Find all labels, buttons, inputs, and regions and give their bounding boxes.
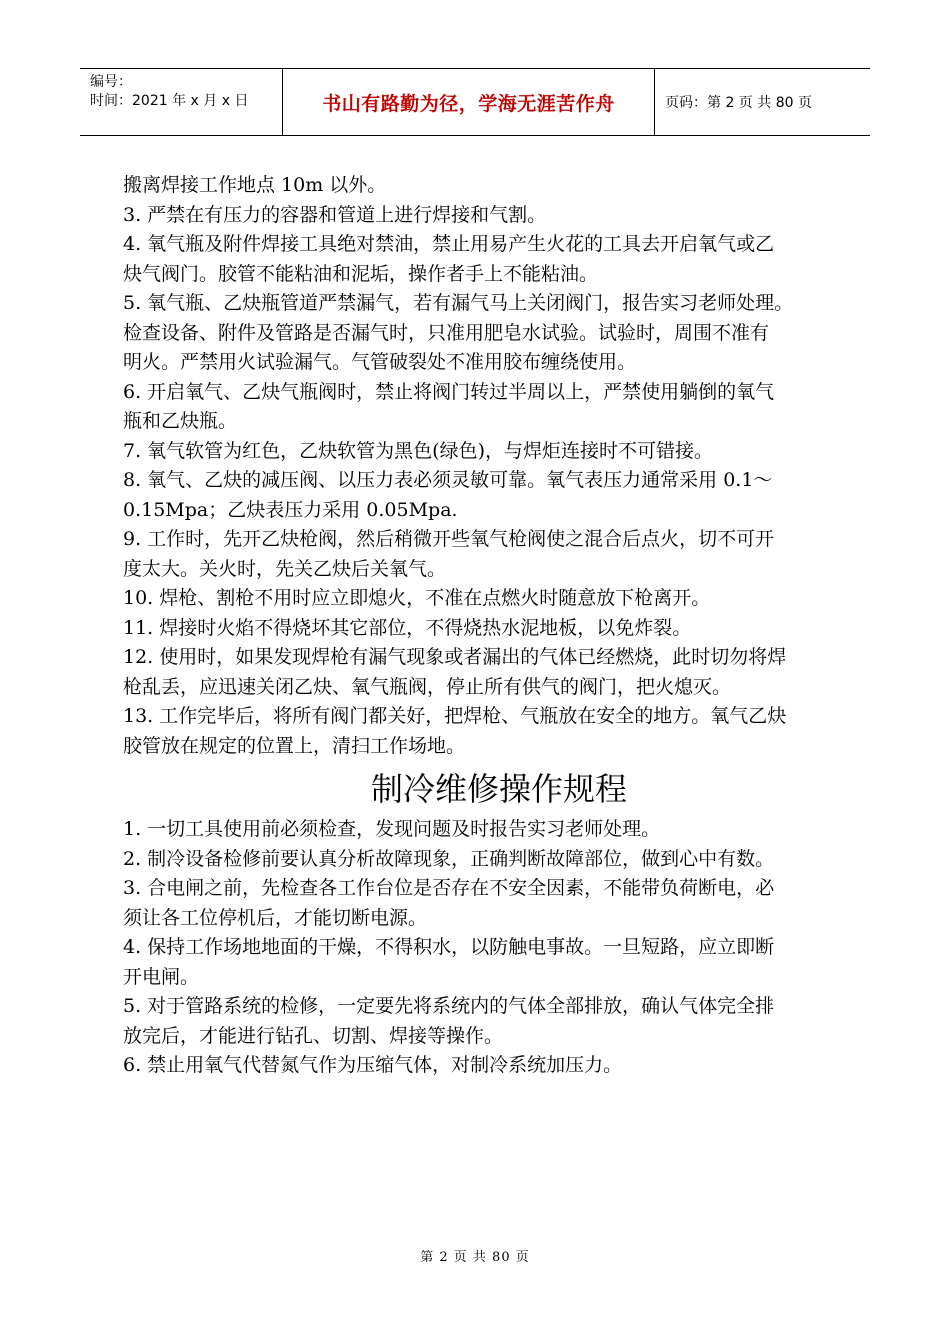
text-line: 4. 保持工作场地地面的干燥，不得积水，以防触电事故。一旦短路，应立即断 <box>123 936 775 958</box>
text-line: 搬离焊接工作地点 10m 以外。 <box>123 174 387 196</box>
section-refrigeration <box>123 815 903 1081</box>
text-line: 6. 禁止用氧气代替氮气作为压缩气体，对制冷系统加压力。 <box>123 1054 623 1076</box>
text-line: 瓶和乙炔瓶。 <box>123 410 238 432</box>
text-line: 1. 一切工具使用前必须检查，发现问题及时报告实习老师处理。 <box>123 818 661 840</box>
text-line: 5. 氧气瓶、乙炔瓶管道严禁漏气，若有漏气马上关闭阀门，报告实习老师处理。 <box>123 292 794 314</box>
text-line: 枪乱丢，应迅速关闭乙炔、氧气瓶阀，停止所有供气的阀门，把火熄灭。 <box>123 675 732 698</box>
section-title: 制冷维修操作规程 <box>370 770 627 808</box>
text-line: 明火。严禁用火试验漏气。气管破裂处不准用胶布缠绕使用。 <box>123 351 637 373</box>
text-line: 11. 焊接时火焰不得烧坏其它部位，不得烧热水泥地板，以免炸裂。 <box>123 616 692 639</box>
text-line: 13. 工作完毕后，将所有阀门都关好，把焊枪、气瓶放在安全的地方。氧气乙炔 <box>123 705 787 727</box>
text-line: 2. 制冷设备检修前要认真分析故障现象，正确判断故障部位，做到心中有数。 <box>123 847 775 870</box>
text-line: 放完后，才能进行钻孔、切割、焊接等操作。 <box>123 1024 504 1047</box>
text-line: 5. 对于管路系统的检修，一定要先将系统内的气体全部排放，确认气体完全排 <box>123 995 775 1017</box>
text-line: 12. 使用时，如果发现焊枪有漏气现象或者漏出的气体已经燃烧，此时切勿将焊 <box>123 646 787 668</box>
page-footer: 第 2 页 共 80 页 <box>420 1250 530 1265</box>
text-line: 9. 工作时，先开乙炔枪阀，然后稍微开些氧气枪阀使之混合后点火，切不可开 <box>123 528 775 550</box>
text-line: 8. 氧气、乙炔的减压阀、以压力表必须灵敏可靠。氧气表压力通常采用 0.1～ <box>123 469 773 491</box>
text-line: 须让各工位停机后，才能切断电源。 <box>123 906 428 929</box>
text-line: 0.15Mpa；乙炔表压力采用 0.05Mpa. <box>123 498 458 521</box>
header-page-info: 页码：第 2 页 共 80 页 <box>665 95 812 111</box>
text-line: 3. 合电闸之前，先检查各工作台位是否存在不安全因素，不能带负荷断电，必 <box>123 877 775 899</box>
text-line: 4. 氧气瓶及附件焊接工具绝对禁油，禁止用易产生火花的工具去开启氧气或乙 <box>123 233 775 255</box>
header-meta <box>80 69 283 135</box>
section-welding <box>123 171 903 761</box>
time-label: 时间：2021 年 x 月 x 日 <box>90 93 249 109</box>
text-line: 开电闸。 <box>123 965 200 988</box>
text-line: 度太大。关火时，先关乙炔后关氧气。 <box>123 557 447 580</box>
text-line: 7. 氧气软管为红色，乙炔软管为黑色(绿色)，与焊炬连接时不可错接。 <box>123 439 713 462</box>
text-line: 胶管放在规定的位置上，清扫工作场地。 <box>123 734 466 757</box>
header-motto: 书山有路勤为径，学海无涯苦作舟 <box>283 69 655 135</box>
doc-number-label: 编号： <box>90 74 132 90</box>
text-line: 6. 开启氧气、乙炔气瓶阀时，禁止将阀门转过半周以上，严禁使用躺倒的氧气 <box>123 380 775 403</box>
text-line: 检查设备、附件及管路是否漏气时，只准用肥皂水试验。试验时，周围不准有 <box>123 321 770 344</box>
document-body <box>123 171 903 1081</box>
text-line: 炔气阀门。胶管不能粘油和泥垢，操作者手上不能粘油。 <box>123 262 599 285</box>
page-header <box>80 68 870 136</box>
text-line: 10. 焊枪、割枪不用时应立即熄火，不准在点燃火时随意放下枪离开。 <box>123 587 711 609</box>
text-line: 3. 严禁在有压力的容器和管道上进行焊接和气割。 <box>123 203 547 226</box>
